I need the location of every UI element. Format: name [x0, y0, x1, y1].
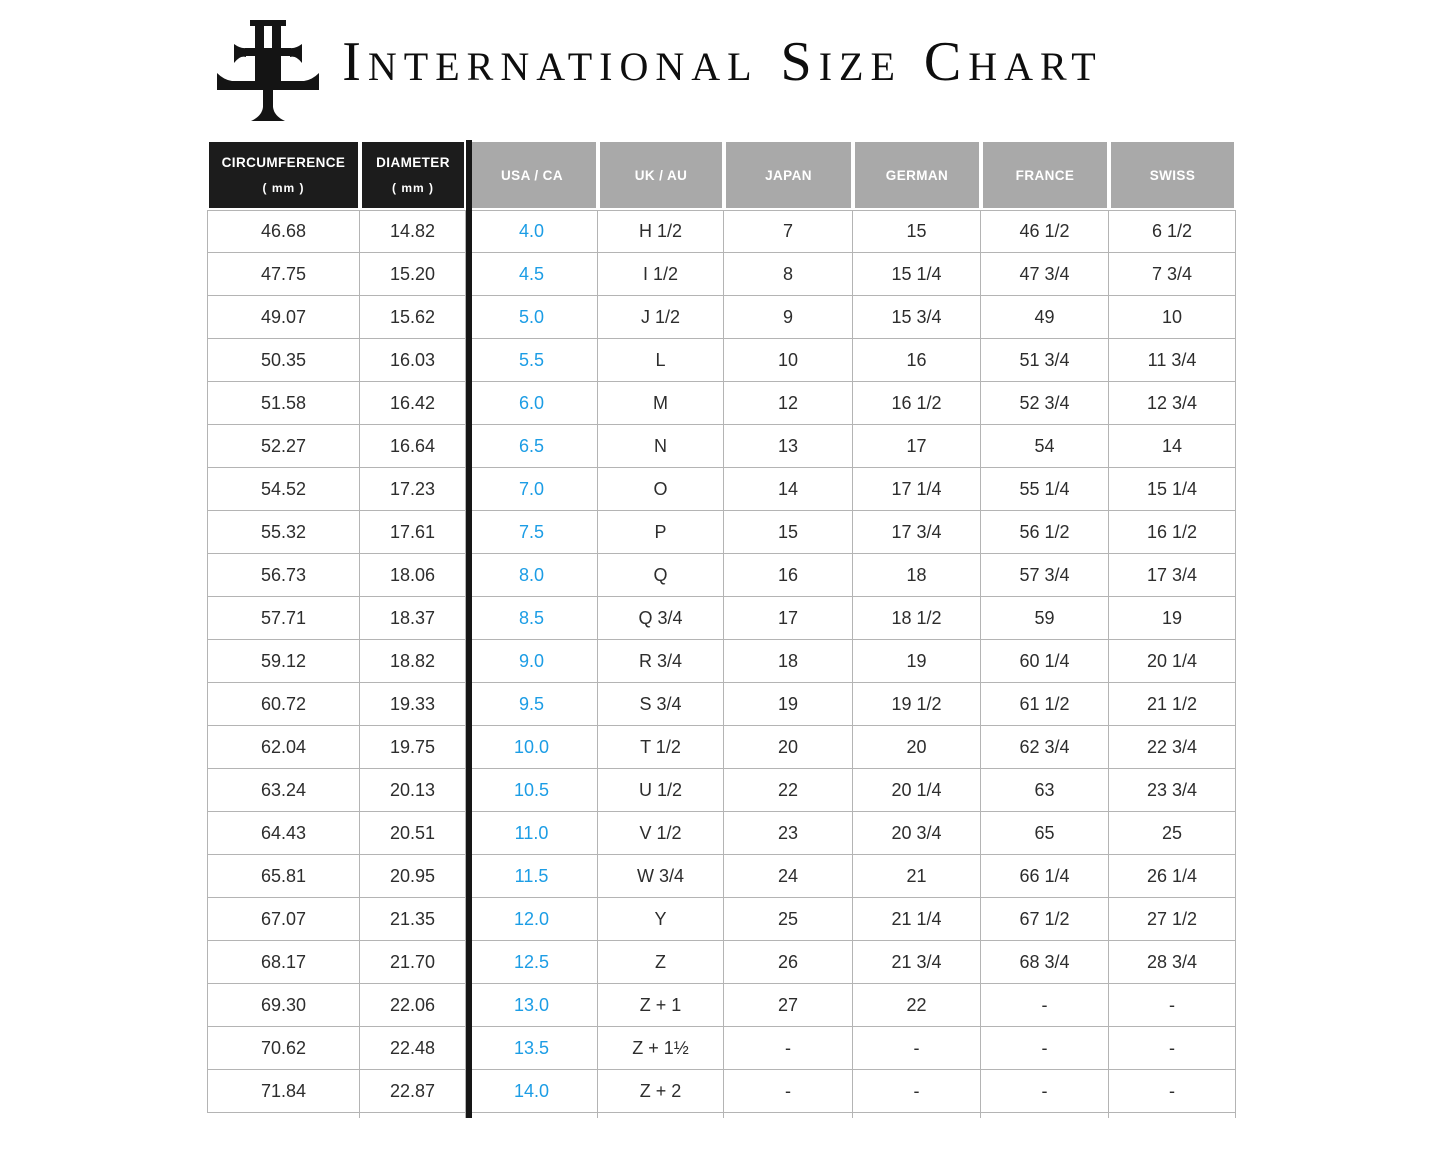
- cell-swiss-row18: 28 3/4: [1109, 941, 1236, 984]
- cell-german-row13: 20: [853, 726, 981, 769]
- cell-german-row11: 19: [853, 640, 981, 683]
- size-row: [207, 511, 1236, 554]
- cell-japan-row10: 17: [724, 597, 853, 640]
- column-header-unit: ( mm ): [262, 181, 305, 195]
- cell-german-row14: 20 1/4: [853, 769, 981, 812]
- cell-circumference-row7: 54.52: [207, 468, 360, 511]
- size-row: [207, 898, 1236, 941]
- cell-usa-ca-row19: 13.0: [466, 984, 598, 1027]
- cropped-cell: [981, 1113, 1109, 1118]
- cell-france-row1: 46 1/2: [981, 210, 1109, 253]
- cropped-cell: [724, 1113, 853, 1118]
- cell-german-row21: -: [853, 1070, 981, 1113]
- cell-uk-au-row16: W 3/4: [598, 855, 724, 898]
- cell-circumference-row2: 47.75: [207, 253, 360, 296]
- cell-german-row3: 15 3/4: [853, 296, 981, 339]
- cell-usa-ca-row10: 8.5: [466, 597, 598, 640]
- cell-swiss-row16: 26 1/4: [1109, 855, 1236, 898]
- cropped-cell: [360, 1113, 466, 1118]
- cell-japan-row11: 18: [724, 640, 853, 683]
- cell-france-row8: 56 1/2: [981, 511, 1109, 554]
- cell-japan-row21: -: [724, 1070, 853, 1113]
- cell-circumference-row10: 57.71: [207, 597, 360, 640]
- cell-japan-row17: 25: [724, 898, 853, 941]
- cell-swiss-row1: 6 1/2: [1109, 210, 1236, 253]
- column-header-swiss: [1109, 140, 1236, 210]
- cell-uk-au-row21: Z + 2: [598, 1070, 724, 1113]
- size-row: [207, 640, 1236, 683]
- column-header-uk-au: [598, 140, 724, 210]
- cell-swiss-row5: 12 3/4: [1109, 382, 1236, 425]
- cell-uk-au-row10: Q 3/4: [598, 597, 724, 640]
- cell-diameter-row1: 14.82: [360, 210, 466, 253]
- cell-usa-ca-row20: 13.5: [466, 1027, 598, 1070]
- size-row: [207, 1070, 1236, 1113]
- cell-usa-ca-row2: 4.5: [466, 253, 598, 296]
- cell-usa-ca-row12: 9.5: [466, 683, 598, 726]
- cell-swiss-row8: 16 1/2: [1109, 511, 1236, 554]
- cell-france-row4: 51 3/4: [981, 339, 1109, 382]
- cell-swiss-row13: 22 3/4: [1109, 726, 1236, 769]
- cell-uk-au-row11: R 3/4: [598, 640, 724, 683]
- cell-swiss-row11: 20 1/4: [1109, 640, 1236, 683]
- size-row: [207, 253, 1236, 296]
- cell-german-row16: 21: [853, 855, 981, 898]
- cell-diameter-row9: 18.06: [360, 554, 466, 597]
- size-row: [207, 554, 1236, 597]
- cell-swiss-row17: 27 1/2: [1109, 898, 1236, 941]
- cell-uk-au-row13: T 1/2: [598, 726, 724, 769]
- cell-diameter-row6: 16.64: [360, 425, 466, 468]
- cell-german-row10: 18 1/2: [853, 597, 981, 640]
- cropped-cell: [853, 1113, 981, 1118]
- cell-diameter-row2: 15.20: [360, 253, 466, 296]
- cell-diameter-row12: 19.33: [360, 683, 466, 726]
- column-header-label: CIRCUMFERENCE: [221, 155, 346, 170]
- size-row: [207, 425, 1236, 468]
- cell-diameter-row3: 15.62: [360, 296, 466, 339]
- cell-circumference-row11: 59.12: [207, 640, 360, 683]
- cell-german-row9: 18: [853, 554, 981, 597]
- cell-japan-row18: 26: [724, 941, 853, 984]
- cell-german-row8: 17 3/4: [853, 511, 981, 554]
- cell-circumference-row5: 51.58: [207, 382, 360, 425]
- cell-uk-au-row9: Q: [598, 554, 724, 597]
- cell-uk-au-row4: L: [598, 339, 724, 382]
- cell-diameter-row5: 16.42: [360, 382, 466, 425]
- column-header-label: JAPAN: [765, 167, 812, 183]
- cell-german-row12: 19 1/2: [853, 683, 981, 726]
- cell-swiss-row4: 11 3/4: [1109, 339, 1236, 382]
- cell-japan-row12: 19: [724, 683, 853, 726]
- cell-japan-row13: 20: [724, 726, 853, 769]
- cell-circumference-row15: 64.43: [207, 812, 360, 855]
- cell-swiss-row10: 19: [1109, 597, 1236, 640]
- cropped-cell: [598, 1113, 724, 1118]
- cell-diameter-row11: 18.82: [360, 640, 466, 683]
- cell-circumference-row3: 49.07: [207, 296, 360, 339]
- cell-france-row9: 57 3/4: [981, 554, 1109, 597]
- size-row: [207, 468, 1236, 511]
- size-row: [207, 812, 1236, 855]
- cell-france-row3: 49: [981, 296, 1109, 339]
- cell-diameter-row13: 19.75: [360, 726, 466, 769]
- column-header-label: GERMAN: [885, 167, 949, 183]
- column-header-japan: [724, 140, 853, 210]
- cropped-row: [207, 1113, 1236, 1118]
- cropped-cell: [1109, 1113, 1236, 1118]
- column-divider-line: [466, 140, 472, 1118]
- cell-france-row5: 52 3/4: [981, 382, 1109, 425]
- cell-japan-row1: 7: [724, 210, 853, 253]
- cell-swiss-row3: 10: [1109, 296, 1236, 339]
- cell-japan-row15: 23: [724, 812, 853, 855]
- size-row: [207, 683, 1236, 726]
- cell-swiss-row7: 15 1/4: [1109, 468, 1236, 511]
- cell-circumference-row1: 46.68: [207, 210, 360, 253]
- cell-swiss-row9: 17 3/4: [1109, 554, 1236, 597]
- cell-uk-au-row18: Z: [598, 941, 724, 984]
- cell-diameter-row7: 17.23: [360, 468, 466, 511]
- column-header-label: SWISS: [1149, 167, 1196, 183]
- cell-diameter-row14: 20.13: [360, 769, 466, 812]
- cell-german-row2: 15 1/4: [853, 253, 981, 296]
- cell-diameter-row10: 18.37: [360, 597, 466, 640]
- cell-diameter-row4: 16.03: [360, 339, 466, 382]
- cell-usa-ca-row3: 5.0: [466, 296, 598, 339]
- cell-swiss-row21: -: [1109, 1070, 1236, 1113]
- cell-german-row15: 20 3/4: [853, 812, 981, 855]
- column-header-label: DIAMETER: [376, 155, 450, 170]
- cell-usa-ca-row5: 6.0: [466, 382, 598, 425]
- size-row: [207, 1027, 1236, 1070]
- cell-swiss-row15: 25: [1109, 812, 1236, 855]
- cell-swiss-row19: -: [1109, 984, 1236, 1027]
- size-row: [207, 296, 1236, 339]
- cell-circumference-row14: 63.24: [207, 769, 360, 812]
- cropped-cell: [466, 1113, 598, 1118]
- column-header-usa-ca: [466, 140, 598, 210]
- size-row: [207, 382, 1236, 425]
- column-header-label: USA / CA: [501, 167, 563, 183]
- cell-japan-row19: 27: [724, 984, 853, 1027]
- cell-uk-au-row3: J 1/2: [598, 296, 724, 339]
- cell-france-row13: 62 3/4: [981, 726, 1109, 769]
- cell-circumference-row9: 56.73: [207, 554, 360, 597]
- cell-circumference-row12: 60.72: [207, 683, 360, 726]
- cell-usa-ca-row11: 9.0: [466, 640, 598, 683]
- cell-usa-ca-row13: 10.0: [466, 726, 598, 769]
- column-header-label: UK / AU: [634, 167, 688, 183]
- title-word: CHART: [923, 31, 1103, 93]
- cell-france-row20: -: [981, 1027, 1109, 1070]
- cell-uk-au-row7: O: [598, 468, 724, 511]
- cell-circumference-row20: 70.62: [207, 1027, 360, 1070]
- cell-uk-au-row1: H 1/2: [598, 210, 724, 253]
- cell-circumference-row16: 65.81: [207, 855, 360, 898]
- cell-swiss-row12: 21 1/2: [1109, 683, 1236, 726]
- cell-diameter-row17: 21.35: [360, 898, 466, 941]
- cell-circumference-row17: 67.07: [207, 898, 360, 941]
- cell-circumference-row4: 50.35: [207, 339, 360, 382]
- size-row: [207, 726, 1236, 769]
- size-row: [207, 210, 1236, 253]
- column-header-france: [981, 140, 1109, 210]
- cell-japan-row4: 10: [724, 339, 853, 382]
- cell-german-row6: 17: [853, 425, 981, 468]
- cell-japan-row9: 16: [724, 554, 853, 597]
- cell-uk-au-row2: I 1/2: [598, 253, 724, 296]
- cell-france-row14: 63: [981, 769, 1109, 812]
- cell-uk-au-row15: V 1/2: [598, 812, 724, 855]
- cell-japan-row20: -: [724, 1027, 853, 1070]
- cell-german-row7: 17 1/4: [853, 468, 981, 511]
- cell-france-row7: 55 1/4: [981, 468, 1109, 511]
- cell-uk-au-row19: Z + 1: [598, 984, 724, 1027]
- cell-german-row18: 21 3/4: [853, 941, 981, 984]
- cell-usa-ca-row8: 7.5: [466, 511, 598, 554]
- cell-france-row18: 68 3/4: [981, 941, 1109, 984]
- column-header-unit: ( mm ): [392, 181, 434, 195]
- cell-swiss-row14: 23 3/4: [1109, 769, 1236, 812]
- cell-usa-ca-row17: 12.0: [466, 898, 598, 941]
- page-title: [0, 31, 1445, 93]
- cell-diameter-row21: 22.87: [360, 1070, 466, 1113]
- cell-usa-ca-row16: 11.5: [466, 855, 598, 898]
- cell-diameter-row16: 20.95: [360, 855, 466, 898]
- cell-france-row2: 47 3/4: [981, 253, 1109, 296]
- cell-usa-ca-row9: 8.0: [466, 554, 598, 597]
- cell-swiss-row2: 7 3/4: [1109, 253, 1236, 296]
- column-header-diameter: [360, 140, 466, 210]
- cell-circumference-row19: 69.30: [207, 984, 360, 1027]
- size-row: [207, 769, 1236, 812]
- cell-japan-row3: 9: [724, 296, 853, 339]
- cell-swiss-row20: -: [1109, 1027, 1236, 1070]
- cell-france-row17: 67 1/2: [981, 898, 1109, 941]
- cell-german-row5: 16 1/2: [853, 382, 981, 425]
- cell-diameter-row15: 20.51: [360, 812, 466, 855]
- cell-circumference-row8: 55.32: [207, 511, 360, 554]
- cell-japan-row6: 13: [724, 425, 853, 468]
- table-body: [207, 210, 1236, 1113]
- cell-circumference-row18: 68.17: [207, 941, 360, 984]
- cell-japan-row5: 12: [724, 382, 853, 425]
- cell-usa-ca-row6: 6.5: [466, 425, 598, 468]
- cell-japan-row2: 8: [724, 253, 853, 296]
- cell-france-row6: 54: [981, 425, 1109, 468]
- cell-uk-au-row8: P: [598, 511, 724, 554]
- cell-usa-ca-row18: 12.5: [466, 941, 598, 984]
- cell-uk-au-row5: M: [598, 382, 724, 425]
- size-row: [207, 984, 1236, 1027]
- cell-usa-ca-row15: 11.0: [466, 812, 598, 855]
- cell-german-row4: 16: [853, 339, 981, 382]
- cell-japan-row8: 15: [724, 511, 853, 554]
- cell-france-row12: 61 1/2: [981, 683, 1109, 726]
- size-row: [207, 855, 1236, 898]
- cell-circumference-row21: 71.84: [207, 1070, 360, 1113]
- cell-france-row16: 66 1/4: [981, 855, 1109, 898]
- cell-diameter-row20: 22.48: [360, 1027, 466, 1070]
- cell-usa-ca-row7: 7.0: [466, 468, 598, 511]
- title-word: SIZE: [780, 31, 902, 93]
- cell-usa-ca-row4: 5.5: [466, 339, 598, 382]
- cell-usa-ca-row14: 10.5: [466, 769, 598, 812]
- cell-japan-row14: 22: [724, 769, 853, 812]
- cell-circumference-row6: 52.27: [207, 425, 360, 468]
- cell-german-row17: 21 1/4: [853, 898, 981, 941]
- size-row: [207, 941, 1236, 984]
- cell-uk-au-row17: Y: [598, 898, 724, 941]
- cell-diameter-row19: 22.06: [360, 984, 466, 1027]
- cell-swiss-row6: 14: [1109, 425, 1236, 468]
- cell-german-row1: 15: [853, 210, 981, 253]
- size-chart-table-area: [207, 140, 1236, 1118]
- cell-japan-row16: 24: [724, 855, 853, 898]
- size-row: [207, 339, 1236, 382]
- column-header-circumference: [207, 140, 360, 210]
- cell-usa-ca-row1: 4.0: [466, 210, 598, 253]
- cell-france-row19: -: [981, 984, 1109, 1027]
- column-header-german: [853, 140, 981, 210]
- cell-circumference-row13: 62.04: [207, 726, 360, 769]
- size-chart-table: [207, 140, 1236, 1118]
- cell-usa-ca-row21: 14.0: [466, 1070, 598, 1113]
- cell-france-row21: -: [981, 1070, 1109, 1113]
- cropped-cell: [207, 1113, 360, 1118]
- cell-diameter-row8: 17.61: [360, 511, 466, 554]
- header-row: [207, 140, 1236, 210]
- cell-uk-au-row14: U 1/2: [598, 769, 724, 812]
- cell-uk-au-row20: Z + 1½: [598, 1027, 724, 1070]
- column-header-label: FRANCE: [1015, 167, 1075, 183]
- cell-german-row19: 22: [853, 984, 981, 1027]
- cell-france-row10: 59: [981, 597, 1109, 640]
- cell-uk-au-row6: N: [598, 425, 724, 468]
- cell-france-row15: 65: [981, 812, 1109, 855]
- cell-france-row11: 60 1/4: [981, 640, 1109, 683]
- title-word: INTERNATIONAL: [342, 31, 759, 93]
- cell-japan-row7: 14: [724, 468, 853, 511]
- cell-uk-au-row12: S 3/4: [598, 683, 724, 726]
- cell-german-row20: -: [853, 1027, 981, 1070]
- size-row: [207, 597, 1236, 640]
- cell-diameter-row18: 21.70: [360, 941, 466, 984]
